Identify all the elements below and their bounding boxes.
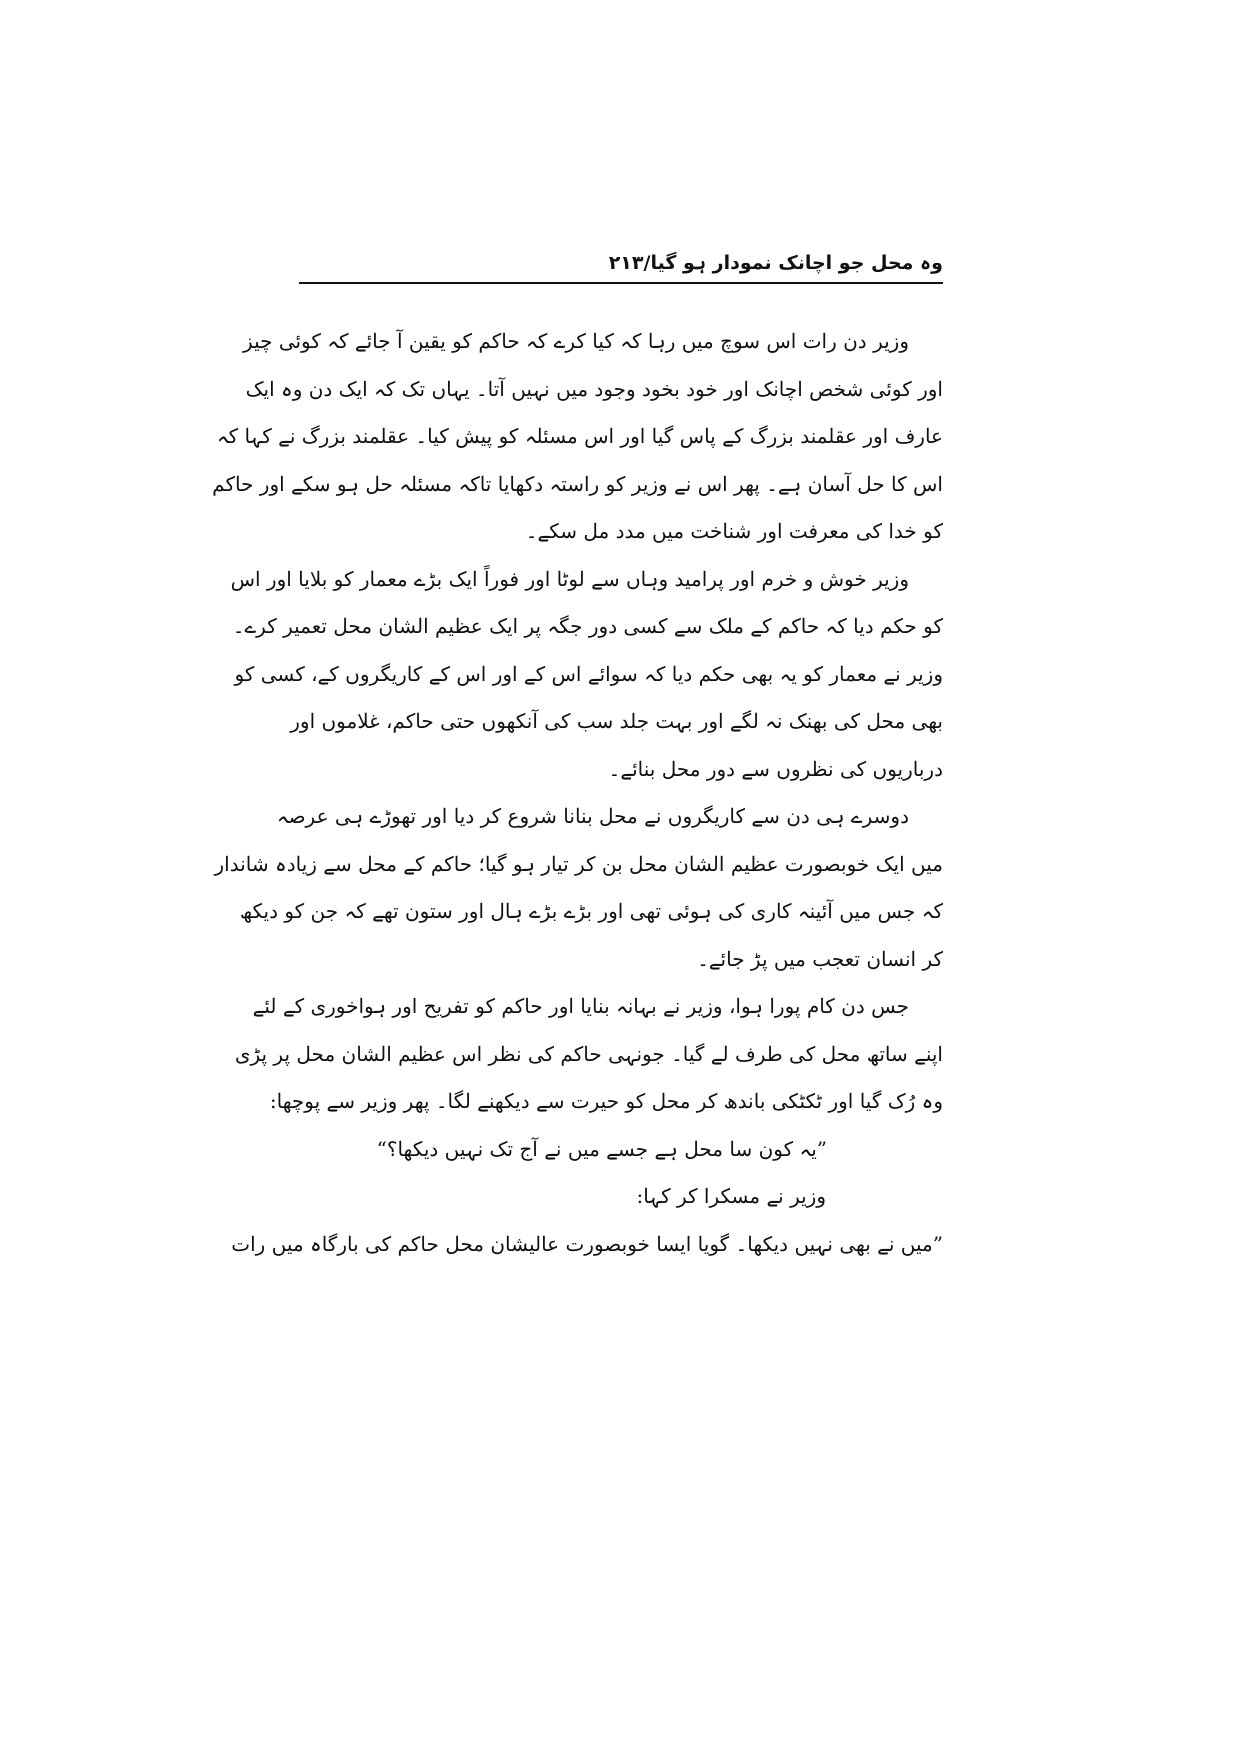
text-line: بھی محل کی بھنک نہ لگے اور بہت جلد سب کی آنکھوں حتی حاکم، غلاموں اور (290, 709, 943, 733)
text-line: کہ جس میں آئینہ کاری کی ہوئی تھی اور بڑے بڑے ہال اور ستون تھے کہ جن کو دیکھ (239, 899, 943, 923)
text-line: وزیر نے مسکرا کر کہا: (636, 1184, 826, 1208)
text-line: اور کوئی شخص اچانک اور خود بخود وجود میں نہیں آتا۔ یہاں تک کہ ایک دن وہ ایک (245, 376, 943, 401)
text-line: کر انسان تعجب میں پڑ جائے۔ (697, 946, 943, 971)
text-line: دوسرے ہی دن سے کاریگروں نے محل بنانا شروع کر دیا اور تھوڑے ہی عرصہ (276, 804, 909, 828)
text-line: وزیر دن رات اس سوچ میں رہا کہ کیا کرے کہ حاکم کو یقین آ جائے کہ کوئی چیز (243, 329, 909, 353)
text-line: اس کا حل آسان ہے۔ پھر اس نے وزیر کو راستہ دکھایا تاکہ مسئلہ حل ہو سکے اور حاکم (212, 471, 943, 496)
text-line: کو حکم دیا کہ حاکم کے ملک سے کسی دور جگہ پر ایک عظیم الشان محل تعمیر کرے۔ (232, 614, 943, 638)
quoted-line: ”یہ کون سا محل ہے جسے میں نے آج تک نہیں دیکھا؟“ (376, 1136, 827, 1161)
text-line: وہ رُک گیا اور ٹکٹکی باندھ کر محل کو حیرت سے دیکھنے لگا۔ پھر وزیر سے پوچھا: (269, 1089, 943, 1113)
text-line: وزیر خوش و خرم اور پرامید وہاں سے لوٹا اور فوراً ایک بڑے معمار کو بلایا اور اس (230, 566, 909, 591)
text-line: عارف اور عقلمند بزرگ کے پاس گیا اور اس مسئلہ کو پیش کیا۔ عقلمند بزرگ نے کہا کہ (216, 424, 943, 448)
text-line: کو خدا کی معرفت اور شناخت میں مدد مل سکے۔ (525, 519, 943, 543)
header-divider (299, 282, 943, 284)
running-header: وہ محل جو اچانک نمودار ہو گیا/۲۱۳ (608, 252, 943, 274)
text-line: اپنے ساتھ محل کی طرف لے گیا۔ جونہی حاکم کی نظر اس عظیم الشان محل پر پڑی (234, 1041, 943, 1066)
text-line: میں ایک خوبصورت عظیم الشان محل بن کر تیار ہو گیا؛ حاکم کے محل سے زیادہ شاندار (214, 851, 943, 876)
text-line: درباریوں کی نظروں سے دور محل بنائے۔ (608, 756, 943, 781)
text-line: وزیر نے معمار کو یہ بھی حکم دیا کہ سوائے اس کے اور اس کے کاریگروں کے، کسی کو (234, 661, 943, 686)
text-line: جس دن کام پورا ہوا، وزیر نے بہانہ بنایا اور حاکم کو تفریح اور ہواخوری کے لئے (252, 994, 909, 1018)
body-text (212, 318, 943, 1268)
quoted-line: ”میں نے بھی نہیں دیکھا۔ گویا ایسا خوبصورت عالیشان محل حاکم کی بارگاہ میں رات (231, 1231, 943, 1256)
